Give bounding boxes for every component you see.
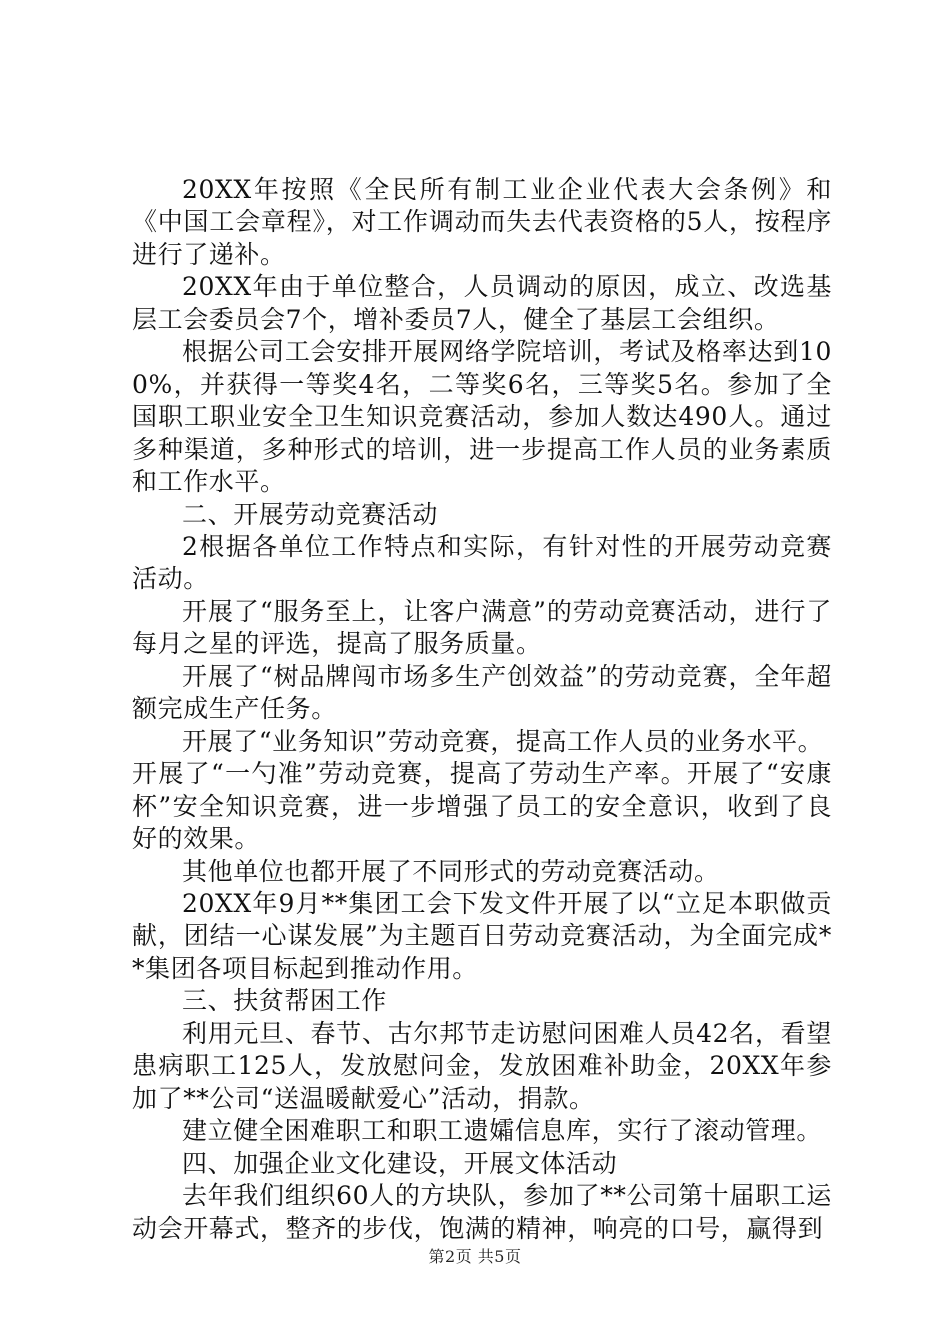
paragraph-grassroots-union: 20XX年由于单位整合，人员调动的原因，成立、改选基层工会委员会7个，增补委员7人，健全了基层工会组织。 [132,272,832,334]
page-number-footer: 第2页 共5页 [428,1247,522,1266]
paragraph-competition-overview: 2根据各单位工作特点和实际，有针对性的开展劳动竞赛活动。 [132,531,832,594]
paragraph-hundred-day-competition: 20XX年9月**集团工会下发文件开展了以“立足本职做贡献，团结一心谋发展”为主题百日劳动竞赛活动，为全面完成**集团各项目标起到推动作用。 [132,888,832,983]
section-heading-corporate-culture: 四、加强企业文化建设，开展文体活动 [182,1148,618,1178]
paragraph-brand-market-competition: 开展了“树品牌闯市场多生产创效益”的劳动竞赛，全年超额完成生产任务。 [132,661,832,724]
paragraph-yishaozhun-ankangbei: 开展了“一勺准”劳动竞赛，提高了劳动生产率。开展了“安康杯”安全知识竞赛，进一步增强了员工的安全意识，收到了良好的效果。 [132,759,832,854]
paragraph-sports-meeting: 去年我们组织60人的方块队，参加了**公司第十届职工运动会开幕式，整齐的步伐，饱满的精神，响亮的口号，赢得到 [132,1181,832,1243]
paragraph-other-units: 其他单位也都开展了不同形式的劳动竞赛活动。 [182,856,720,886]
paragraph-business-knowledge-competition: 开展了“业务知识”劳动竞赛，提高工作人员的业务水平。 [182,726,824,756]
paragraph-customer-service-competition: 开展了“服务至上，让客户满意”的劳动竞赛活动，进行了每月之星的评选，提高了服务质量。 [132,596,832,659]
paragraph-holiday-visits: 利用元旦、春节、古尔邦节走访慰问困难人员42名，看望患病职工125人，发放慰问金，发放困难补助金，20XX年参加了**公司“送温暖献爱心”活动，捐款。 [132,1018,832,1113]
paragraph-representative-replacement: 20XX年按照《全民所有制工业企业代表大会条例》和《中国工会章程》，对工作调动而失去代表资格的5人，按程序进行了递补。 [132,175,832,269]
section-heading-labor-competition: 二、开展劳动竞赛活动 [182,499,439,529]
section-heading-poverty-relief: 三、扶贫帮困工作 [182,986,387,1016]
paragraph-network-training: 根据公司工会安排开展网络学院培训，考试及格率达到100%，并获得一等奖4名，二等奖6名，三等奖5名。参加了全国职工职业安全卫生知识竞赛活动，参加人数达490人。通过多种渠道，多种形式的培训，进一步提高工作人员的业务素质和工作水平。 [132,337,832,497]
paragraph-info-database: 建立健全困难职工和职工遗孀信息库，实行了滚动管理。 [182,1116,823,1146]
document-body [132,174,832,1245]
